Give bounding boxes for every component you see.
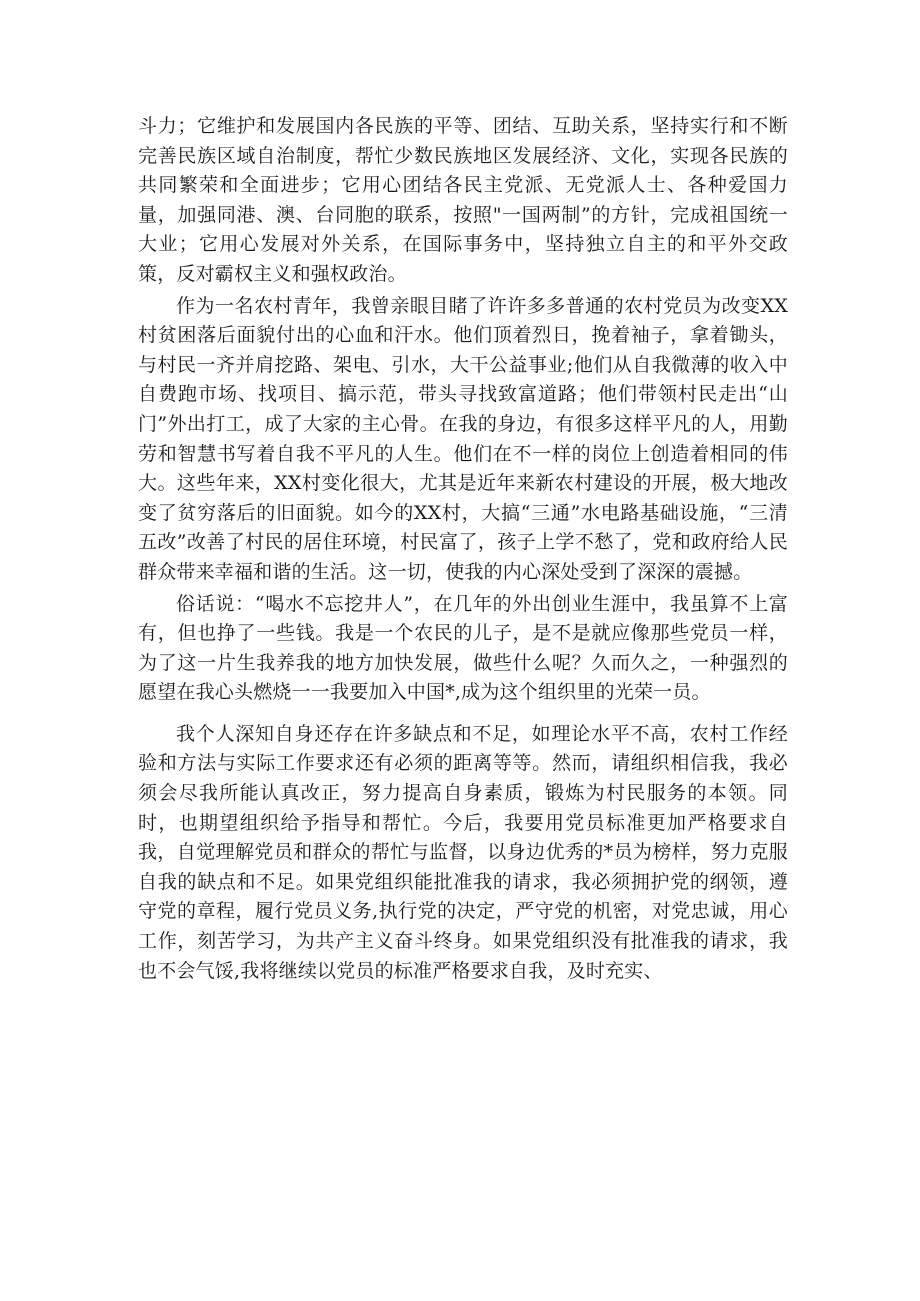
document-body [138, 112, 788, 986]
paragraph-rural-youth: 作为一名农村青年，我曾亲眼目睹了许许多多普通的农村党员为改变XX村贫困落后面貌付出的心血和汗水。他们顶着烈日，挽着袖子，拿着锄头，与村民一齐并肩挖路、架电、引水，大干公益事业;他们从自我微薄的收入中自费跑市场、找项目、搞示范，带头寻找致富道路；他们带领村民走出“山门”外出打工，成了大家的主心骨。在我的身边，有很多这样平凡的人，用勤劳和智慧书写着自我不平凡的人生。他们在不一样的岗位上创造着相同的伟大。这些年来，XX村变化很大，尤其是近年来新农村建设的开展，极大地改变了贫穷落后的旧面貌。如今的XX村，大搞“三通”水电路基础设施，“三清五改”改善了村民的居住环境，村民富了，孩子上学不愁了，党和政府给人民群众带来幸福和谐的生活。这一切，使我的内心深处受到了深深的震撼。 [138, 294, 788, 583]
paragraph-self-assessment: 我个人深知自身还存在许多缺点和不足，如理论水平不高，农村工作经验和方法与实际工作要求还有必须的距离等等。然而，请组织相信我，我必须会尽我所能认真改正，努力提高自身素质，锻炼为村民服务的本领。同时，也期望组织给予指导和帮忙。今后，我要用党员标准更加严格要求自我，自觉理解党员和群众的帮忙与监督，以身边优秀的*员为榜样，努力克服自我的缺点和不足。如果党组织能批准我的请求，我必须拥护党的纲领，遵守党的章程，履行党员义务,执行党的决定，严守党的机密，对党忠诚，用心工作，刻苦学习，为共产主义奋斗终身。如果党组织没有批准我的请求，我也不会气馁,我将继续以党员的标准严格要求自我，及时充实、 [138, 722, 788, 982]
paragraph-proverb: 俗话说：“喝水不忘挖井人”，在几年的外出创业生涯中，我虽算不上富有，但也挣了一些钱。我是一个农民的儿子，是不是就应像那些党员一样，为了这一片生我养我的地方加快发展，做些什么呢？久而久之，一种强烈的愿望在我心头燃烧一一我要加入中国*,成为这个组织里的光荣一员。 [138, 592, 788, 704]
paragraph-continuation: 斗力；它维护和发展国内各民族的平等、团结、互助关系，坚持实行和不断完善民族区域自治制度，帮忙少数民族地区发展经济、文化，实现各民族的共同繁荣和全面进步；它用心团结各民主党派、无党派人士、各种爱国力量，加强同港、澳、台同胞的联系，按照"一国两制”的方针，完成祖国统一大业；它用心发展对外关系，在国际事务中，坚持独立自主的和平外交政策，反对霸权主义和强权政治。 [138, 115, 788, 285]
